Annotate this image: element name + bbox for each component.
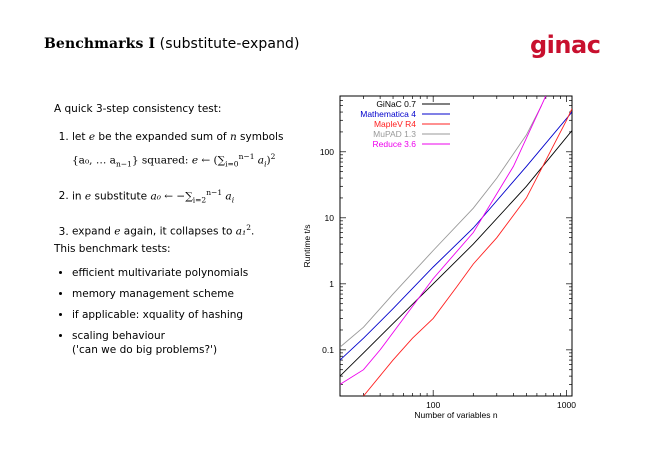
step-1-set: {a₀, … a — [72, 154, 116, 167]
ginac-logo: ginac — [530, 31, 601, 59]
step-3-text: expand — [72, 225, 115, 238]
step-2-ai-sub: i — [231, 195, 235, 205]
legend-entry-label: Reduce 3.6 — [372, 139, 416, 149]
series-line-mupad-1-3 — [340, 106, 542, 348]
step-2-sum-sub: i=2 — [192, 195, 207, 205]
y-tick-label: 1 — [329, 278, 334, 289]
test-item-subtext: ('can we do big problems?') — [72, 344, 218, 356]
step-1-e: e — [88, 131, 96, 143]
y-tick-label: 10 — [324, 212, 334, 223]
intro-text: A quick 3-step consistency test: — [54, 103, 222, 115]
y-tick-label: 100 — [319, 146, 334, 157]
legend-entry-label: MuPAD 1.3 — [373, 129, 416, 139]
step-1 — [72, 128, 334, 174]
step-3-text-b: again, it collapses to — [120, 225, 236, 238]
legend-entry-label: GiNaC 0.7 — [376, 99, 416, 109]
steps-list — [50, 128, 334, 251]
step-1-n: n — [229, 131, 237, 143]
step-3-pow: 2 — [246, 223, 251, 233]
series-line-maplev-r4 — [364, 109, 573, 396]
step-1-text: let — [72, 131, 89, 143]
step-1-text-b: be the expanded sum of — [95, 131, 230, 143]
y-axis-label: Runtime t/s — [302, 224, 312, 268]
test-item: • if applicable: xquality of hashing — [72, 308, 334, 322]
step-2-sum-sup: n−1 — [206, 187, 223, 197]
step-2 — [72, 183, 334, 210]
test-item: • memory management scheme — [72, 287, 334, 301]
slide-title — [44, 36, 300, 52]
step-2-a0: a₀ — [150, 190, 161, 203]
slide-title-rest: (substitute-expand) — [155, 36, 300, 52]
step-2-ai: a — [222, 190, 232, 203]
x-tick-label: 1000 — [557, 400, 576, 410]
step-1-text-c: symbols — [236, 131, 284, 143]
tests-list — [50, 266, 334, 364]
step-1-close: ) — [266, 154, 271, 167]
series-line-mathematica-4 — [340, 112, 572, 360]
step-1-sum-sub: i=0 — [225, 159, 239, 169]
series-line-ginac-0-7 — [340, 131, 572, 377]
step-1-set-end: } squared: — [131, 154, 192, 167]
step-2-arrow: ← −∑ — [160, 190, 193, 203]
legend-entry-label: MapleV R4 — [373, 119, 416, 129]
step-2-text-b: substitute — [91, 190, 151, 203]
y-tick-label: 0.1 — [322, 344, 334, 355]
step-1-set-sub: n−1 — [115, 159, 132, 169]
step-1-pow: 2 — [270, 152, 276, 161]
slide-title-bold: Benchmarks I — [44, 36, 156, 52]
step-1-sum-sup: n−1 — [238, 152, 255, 161]
x-axis-label: Number of variables n — [414, 410, 498, 420]
test-item — [72, 329, 334, 357]
step-3 — [72, 218, 334, 242]
step-1-e2: e — [191, 154, 199, 167]
step-3-a1: a₁ — [235, 225, 247, 238]
step-2-text: in — [72, 190, 85, 203]
legend — [360, 99, 450, 149]
tests-heading: This benchmark tests: — [54, 243, 171, 255]
step-2-e: e — [84, 190, 92, 203]
x-tick-label: 100 — [426, 400, 441, 410]
step-1-ai-sub: i — [264, 159, 267, 169]
step-3-end: . — [250, 225, 255, 238]
step-1-ai: a — [254, 154, 265, 167]
legend-entry-label: Mathematica 4 — [360, 109, 416, 119]
runtime-chart — [296, 88, 586, 438]
test-item: • efficient multivariate polynomials — [72, 266, 334, 280]
step-3-e: e — [114, 225, 121, 238]
test-item-text: scaling behaviour — [72, 330, 165, 342]
step-1-arrow: ← (∑ — [198, 154, 226, 167]
